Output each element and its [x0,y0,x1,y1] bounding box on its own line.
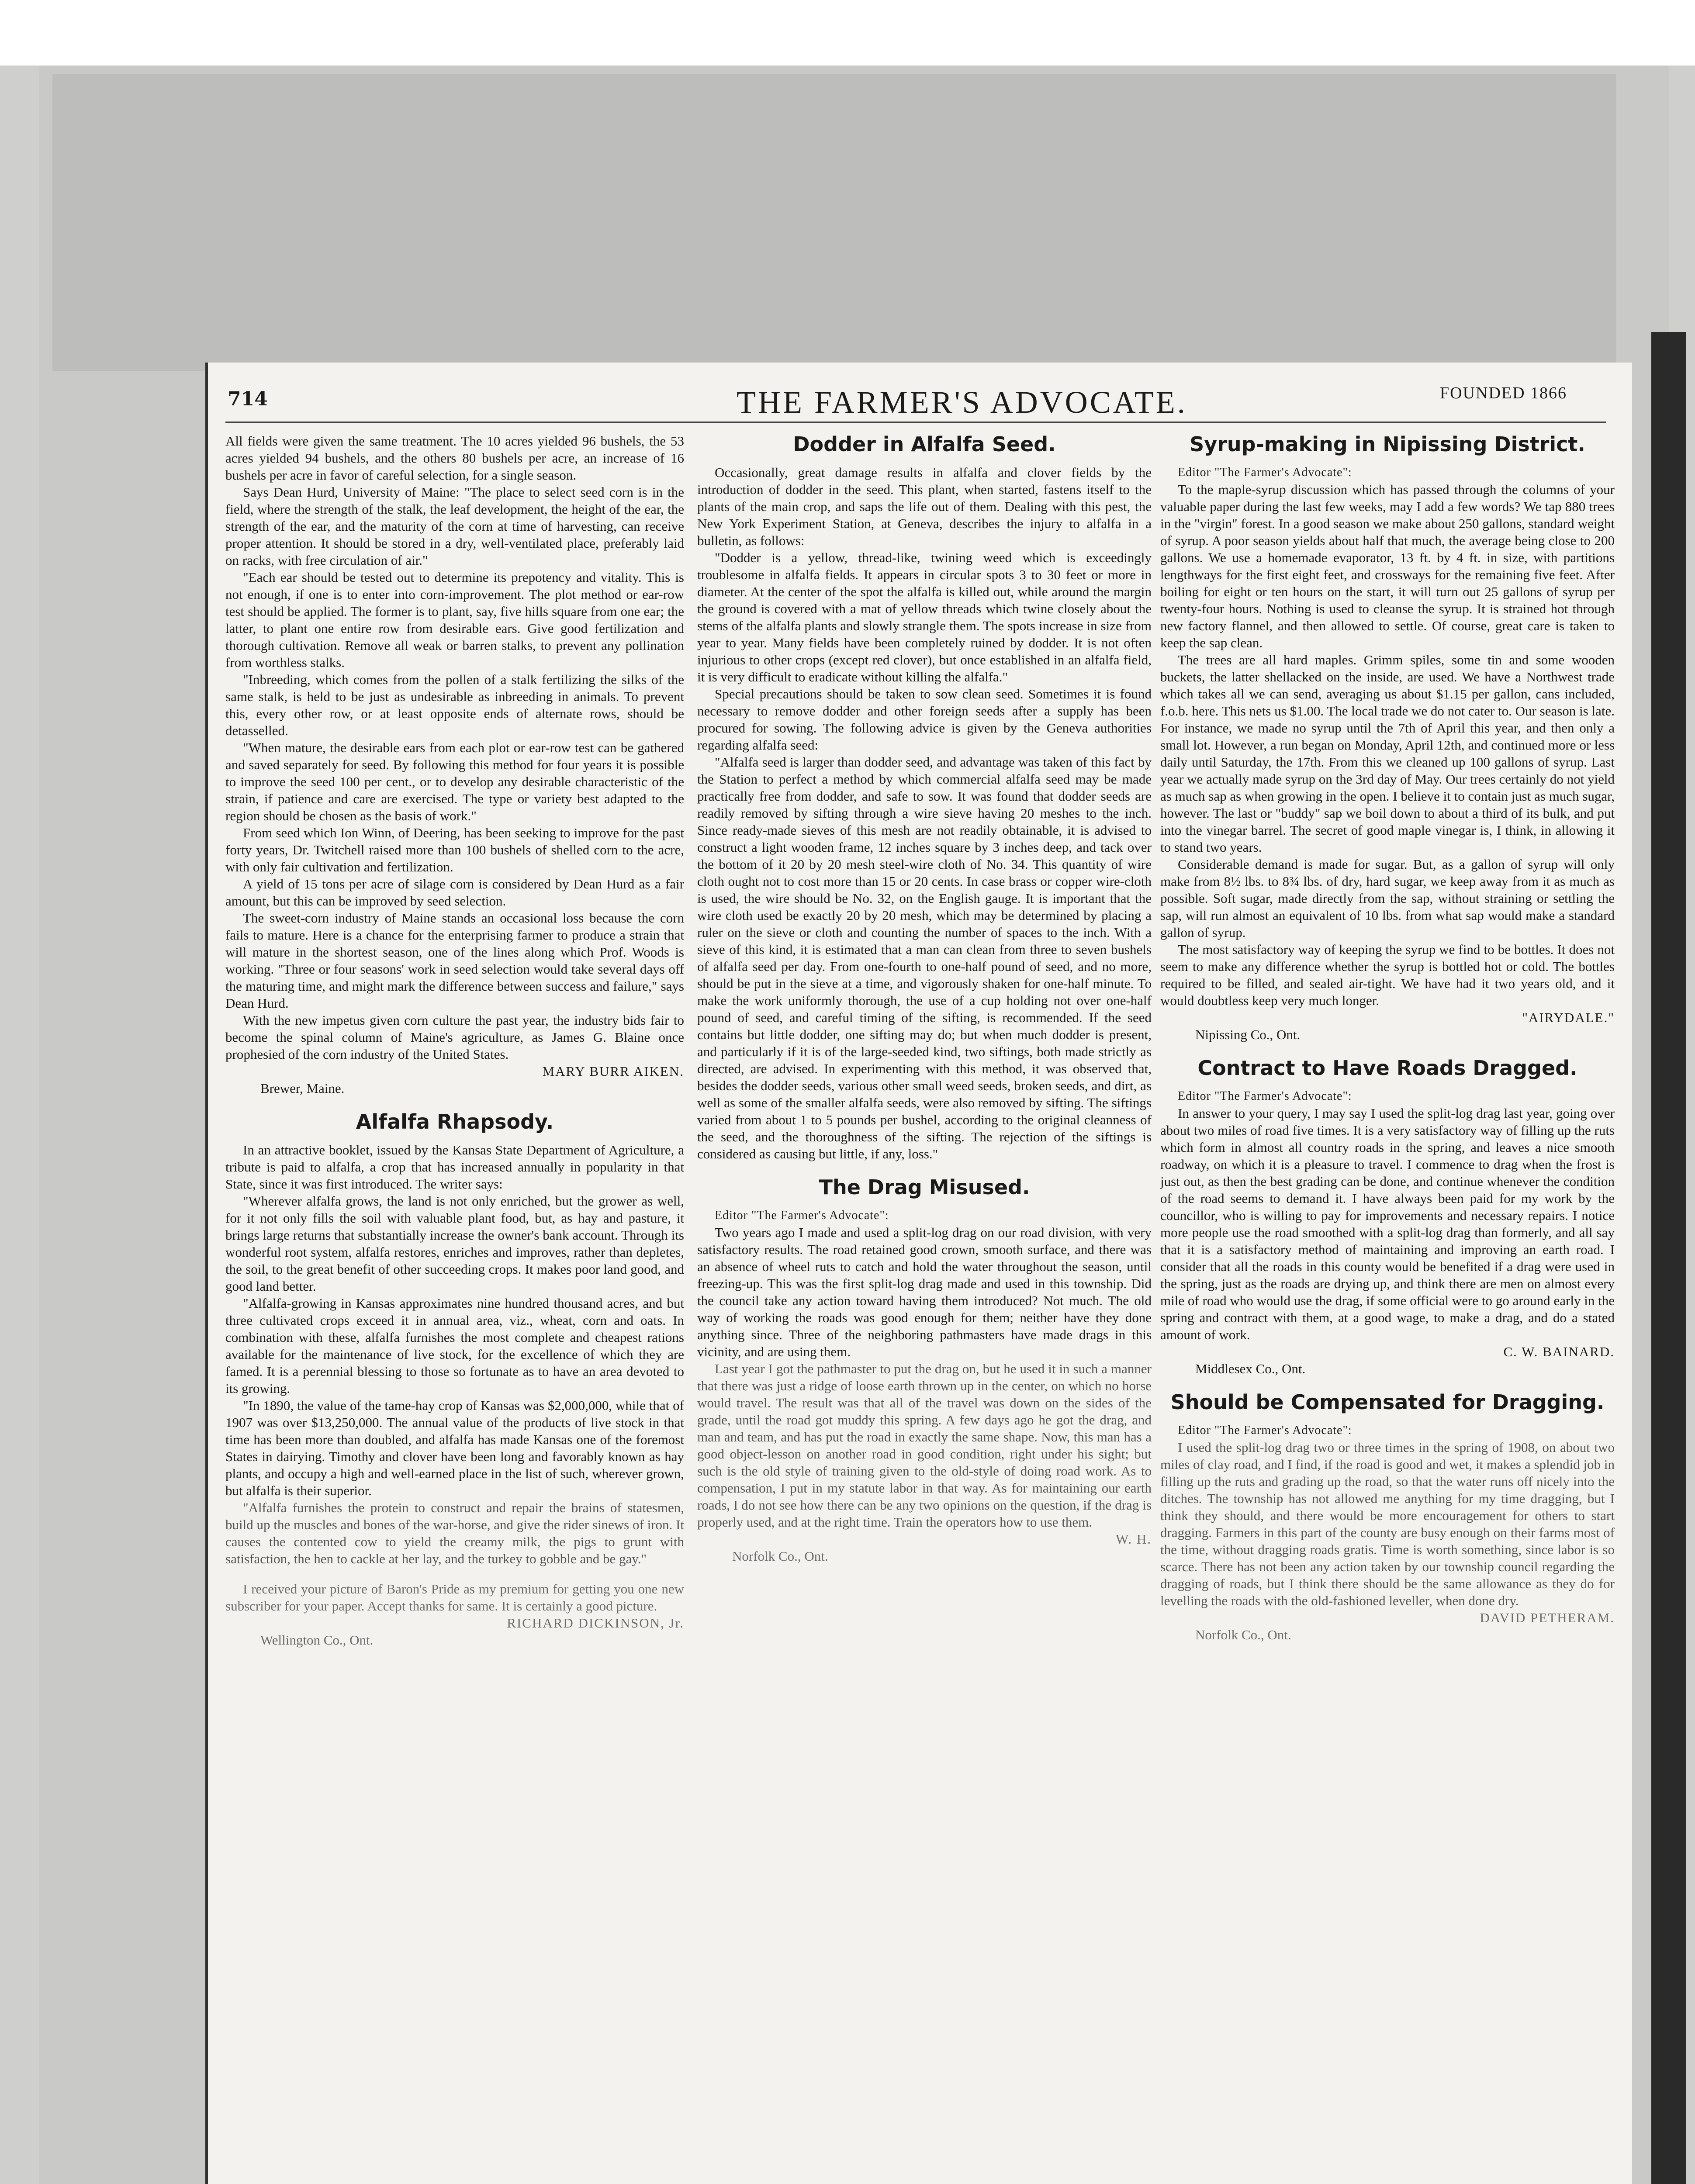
headline-dodder: Dodder in Alfalfa Seed. [793,432,1056,456]
paragraph: I used the split-log drag two or three times in the spring of 1908, on about two miles of clay road, and I find, if the road is good and wet, it makes a splendid job in filling up the ruts and grading up the road, so that the water runs off nicely into the ditches. The township has not allowed me anything for my time dragging, but I think they should, and there would be more encouragement for others to start dragging. Farmers in this part of the county are busy enough on their farms most of the time, without dragging roads gratis. Time is worth something, since labor is so scarce. There has not been any action taken by our township council regarding the dragging of roads, but I think there should be the same allowance as they do for levelling the roads with the old-fashioned leveller, when done dry. [1160,1440,1615,1608]
paragraph: "Inbreeding, which comes from the pollen of a stalk fertilizing the silks of the same stalk, is held to be just as undesirable as inbreeding in animals. To prevent this, every other row, or at least opposite ends of alternate rows, should be detasselled. [225,672,684,738]
paragraph: In answer to your query, I may say I used the split-log drag last year, going over about two miles of road five times. It is a very satisfactory way of filling up the ruts which form in almost all country roads in the spring, and leaves a nice smooth roadway, on which it is a pleasure to travel. I commence to drag when the frost is just out, as then the best grading can be done, and continue whenever the condition of the road seems to demand it. I have always been paid for my work by the councillor, who is willing to pay for improvements and necessary repairs. I notice more people use the road smoothed with a split-log drag than formerly, and all say that it is a satisfactory method of maintaining and improving an earth road. I consider that all the roads in this county would be benefited if a drag were used in the spring, just as the roads are drying up, and think there are men on almost every mile of road who would use the drag, if some official were to go around early in the spring and contract with them, at a good wage, to make a drag, and do a stated amount of work. [1160,1106,1615,1342]
paragraph: "Alfalfa furnishes the protein to construct and repair the brains of statesmen, build up the muscles and bones of the war-horse, and give the rider sinews of iron. It causes the contented cow to yield the creamy milk, the pigs to grunt with satisfaction, the hen to cackle at her lay, and the turkey to gobble and be gay." [225,1500,684,1566]
author-signature: RICHARD DICKINSON, Jr. [507,1615,684,1631]
headline-drag-misused: The Drag Misused. [819,1175,1030,1199]
author-signature: C. W. BAINARD. [1503,1344,1615,1359]
paragraph: All fields were given the same treatment. The 10 acres yielded 96 bushels, the 53 acres yielded 94 bushels, and the others 80 bushels per acre, an increase of 16 bushels per acre in favor of careful selection, for a single season. [225,433,684,483]
paragraph: "In 1890, the value of the tame-hay crop of Kansas was $2,000,000, while that of 1907 was over $13,250,000. The annual value of the products of live stock in that time has been more than doubled, and alfalfa has made Kansas one of the foremost States in dairying. Timothy and clover have been long and favorably known as hay plants, and occupy a high and well-earned place in the list of such, wherever grown, but alfalfa is their superior. [225,1398,684,1498]
author-place: Norfolk Co., Ont. [1195,1627,1291,1642]
author-place: Norfolk Co., Ont. [732,1548,828,1564]
author-place: Nipissing Co., Ont. [1195,1027,1301,1042]
editor-salutation: Editor "The Farmer's Advocate": [715,1209,889,1222]
headline-syrup-making: Syrup-making in Nipissing District. [1190,432,1585,456]
paragraph: To the maple-syrup discussion which has passed through the columns of your valuable paper during the last few weeks, may I add a few words? We tap 880 trees in the "virgin" forest. In a good season we make about 250 gallons, standard weight of syrup. A poor season yields about half that much, the average being close to 200 gallons. We use a homemade evaporator, 13 ft. by 4 ft. in size, with partitions lengthways for the first eight feet, and crossways for the remaining five feet. After boiling for eight or ten hours on the start, it will turn out 25 gallons of syrup per twenty-four hours. Nothing is used to cleanse the syrup. It is strained hot through new factory flannel, and then allowed to settle. Of course, great care is taken to keep the sap clean. [1160,482,1615,650]
paragraph: Special precautions should be taken to sow clean seed. Sometimes it is found necessary to remove dodder and other foreign seeds after a supply has been procured for sowing. The following advice is given by the Geneva authorities regarding alfalfa seed: [697,686,1152,753]
column-1 [225,432,684,1648]
editor-salutation: Editor "The Farmer's Advocate": [1178,1424,1352,1437]
paragraph: Last year I got the pathmaster to put the drag on, but he used it in such a manner that there was just a ridge of loose earth thrown up in the center, on which no horse would travel. The result was that all of the travel was down on the sides of the grade, until the road got muddy this spring. A few days ago he got the drag, and man and team, and has put the road in exactly the same shape. Now, this man has a good object-lesson on another road in good condition, right under his sight; but such is the old style of training given to the old-style of doing road work. As to compensation, I put in my statute labor in that way. As for maintaining our earth roads, I do not see how there can be any two opinions on the question, if the drag is properly used, and at the right time. Train the operators how to use them. [697,1361,1152,1530]
paragraph: Two years ago I made and used a split-log drag on our road division, with very satisfactory results. The road retained good crown, smooth surface, and there was an absence of wheel ruts to catch and hold the water throughout the season, until freezing-up. This was the first split-log drag made and used in this township. Did the council take any action toward having them introduced? Not much. The old way of working the roads was good enough for them; neither have they done anything since. Three of the neighboring pathmasters have made drags in this vicinity, and are using them. [697,1225,1152,1359]
author-signature: W. H. [1115,1531,1152,1547]
scan-frame-edge [1651,332,1686,2184]
author-signature: MARY BURR AIKEN. [542,1064,684,1079]
paragraph: The trees are all hard maples. Grimm spiles, some tin and some wooden buckets, the latter shellacked on the inside, are used. We have a Northwest trade which takes all we can send, averaging us about $1.15 per gallon, cans included, f.o.b. here. This nets us $1.00. The local trade we do not cater to. Our season is late. For instance, we made no syrup until the 7th of April this year, and then only a small lot. However, a run began on Monday, April 12th, and continued more or less daily until Saturday, the 17th. From this we cleaned up 100 gallons of syrup. Last year we actually made syrup on the 3rd day of May. Our trees certainly do not yield as much sap as when growing in the open. I believe it to contain just as much sugar, however. The last or "buddy" sap we boil down to about a third of its bulk, and put into the vinegar barrel. The secret of good maple vinegar is, I think, in allowing it to stand two years. [1160,652,1615,855]
paragraph: Occasionally, great damage results in alfalfa and clover fields by the introduction of dodder in the seed. This plant, when started, fastens itself to the plants of the main crop, and saps the life out of them. Dealing with this pest, the New York Experiment Station, at Geneva, describes the injury to alfalfa in a bulletin, as follows: [697,465,1152,548]
author-signature: DAVID PETHERAM. [1480,1610,1615,1625]
header-rule [225,422,1606,423]
headline-compensated-dragging: Should be Compensated for Dragging. [1170,1390,1605,1414]
paragraph: "Alfalfa seed is larger than dodder seed, and advantage was taken of this fact by the Station to perfect a method by which commercial alfalfa seed may be made practically free from dodder, and safe to sow. It was found that dodder seeds are readily removed by sifting through a wire sieve having 20 meshes to the inch. Since ready-made sieves of this mesh are not readily obtainable, it is advised to construct a light wooden frame, 12 inches square by 3 inches deep, and tack over the bottom of it 20 by 20 mesh steel-wire cloth of No. 34. This quantity of wire cloth ought not to cost more than 15 or 20 cents. In case brass or copper wire-cloth is used, the wire should be No. 32, on the English gauge. It is important that the wire cloth used be exactly 20 by 20 mesh, which may be determined by placing a ruler on the sieve or cloth and counting the number of spaces to the inch. With a sieve of this kind, it is estimated that a man can clean from three to seven bushels of alfalfa seed per day. From one-fourth to one-half pound of seed, and no more, should be put in the sieve at a time, and vigorously shaken for one-half minute. To make the work uniformly thorough, the use of a cup holding not over one-half pound of seed, and careful timing of the sifting, is recommended. If the seed contains but little dodder, one sifting may do; but when much dodder is present, and particularly if it is of the large-seeded kind, two siftings, both made strictly as directed, are advised. In experimenting with this method, it was observed that, besides the dodder seeds, various other small weed seeds, broken seeds, and dirt, as well as some of the smaller alfalfa seeds, were also removed by sifting. The siftings varied from about 1 to 5 pounds per bushel, according to the original cleanness of the seed, and the thoroughness of the sifting. The rejection of the siftings is considered as causing but little, if any, loss." [697,754,1152,1161]
paragraph: "Wherever alfalfa grows, the land is not only enriched, but the grower as well, for it not only fills the soil with valuable plant food, but, as hay and pasture, it brings large returns that substantially increase the owner's bank account. Through its wonderful root system, alfalfa restores, enriches and improves, rather than depletes, the soil, to the great benefit of other succeeding crops. It makes poor land good, and good land better. [225,1193,684,1294]
paragraph: "Dodder is a yellow, thread-like, twining weed which is exceedingly troublesome in alfalfa fields. It appears in circular spots 3 to 30 feet or more in diameter. At the center of the spot the alfalfa is killed out, while around the margin the ground is covered with a mat of yellow threads which twine closely about the stems of the alfalfa plants and slowly strangle them. The spots increase in size from year to year. Many fields have been completely ruined by dodder. It is not often injurious to other crops (except red clover), but once established in an alfalfa field, it is very difficult to eradicate without killing the alfalfa." [697,550,1152,684]
headline-alfalfa-rhapsody: Alfalfa Rhapsody. [356,1110,554,1133]
author-place: Middlesex Co., Ont. [1195,1361,1306,1376]
headline-contract-roads: Contract to Have Roads Dragged. [1197,1056,1577,1080]
paragraph: "Each ear should be tested out to determine its prepotency and vitality. This is not enough, if one is to enter into corn-improvement. The plot method or ear-row test should be applied. The former is to plant, say, five hills square from one ear; the latter, to plant one entire row from desirable ears. Give good fertilization and thorough cultivation. Remove all weak or barren stalks, to prevent any pollination from worthless stalks. [225,570,684,670]
paragraph: In an attractive booklet, issued by the Kansas State Department of Agriculture, a tribute is paid to alfalfa, a crop that has increased annually in popularity in that State, since it was first introduced. The writer says: [225,1142,684,1192]
author-place: Wellington Co., Ont. [260,1632,374,1648]
page-number: 714 [228,388,268,410]
editor-salutation: Editor "The Farmer's Advocate": [1178,1089,1352,1103]
newspaper-page [205,363,1632,2184]
column-3 [1160,432,1615,1643]
paragraph: "When mature, the desirable ears from each plot or ear-row test can be gathered and saved separately for seed. By following this method for four years it is possible to improve the seed 100 per cent., or to develop any desirable characteristic of the strain, if patience and care are exercised. The type or variety best adapted to the region should be chosen as the basis of work." [225,740,684,823]
masthead: THE FARMER'S ADVOCATE. [737,385,1187,420]
scan-top-margin [0,0,1695,66]
paragraph: From seed which Ion Winn, of Deering, has been seeking to improve for the past forty years, Dr. Twitchell raised more than 100 bushels of shelled corn to the acre, with only fair cultivation and fertilization. [225,825,684,874]
paragraph: Considerable demand is made for sugar. But, as a gallon of syrup will only make from 8½ lbs. to 8¾ lbs. of dry, hard sugar, we keep away from it as much as possible. Soft sugar, made directly from the sap, without straining or settling the sap, will run almost an equivalent of 10 lbs. from what sap would make a standard gallon of syrup. [1160,857,1615,940]
paragraph: With the new impetus given corn culture the past year, the industry bids fair to become the spinal column of Maine's agriculture, as James G. Blaine once prophesied of the corn industry of the United States. [225,1013,684,1062]
paragraph: The sweet-corn industry of Maine stands an occasional loss because the corn fails to mature. Here is a chance for the enterprising farmer to produce a strain that will mature in the shortest season, one of the lines along which Prof. Woods is working. "Three or four seasons' work in seed selection would take several days off the maturing time, and might mark the difference between success and failure," says Dean Hurd. [225,910,684,1011]
paragraph: Says Dean Hurd, University of Maine: "The place to select seed corn is in the field, where the strength of the stalk, the leaf development, the height of the ear, the strength of the ear, and the maturity of the corn at time of harvesting, can receive proper attention. It should be stored in a dry, well-ventilated place, preferably laid on racks, with free circulation of air." [225,484,684,568]
author-signature: "AIRYDALE." [1522,1010,1615,1025]
paragraph: "Alfalfa-growing in Kansas approximates nine hundred thousand acres, and but three cultivated crops exceed it in annual area, viz., wheat, corn and oats. In combination with these, alfalfa furnishes the most complete and cheapest rations available for the maintenance of live stock, for the excellence of which they are famed. It is a perennial blessing to those so fortunate as to have an area devoted to its growing. [225,1296,684,1396]
scan-frame-shadow [52,74,1616,371]
paragraph: I received your picture of Baron's Pride as my premium for getting you one new subscriber for your paper. Accept thanks for same. It is certainly a good picture. [225,1581,684,1614]
column-2 [697,432,1152,1565]
founded-line: FOUNDED 1866 [1440,384,1567,402]
author-place: Brewer, Maine. [260,1081,345,1096]
editor-salutation: Editor "The Farmer's Advocate": [1178,466,1352,479]
paragraph: The most satisfactory way of keeping the syrup we find to be bottles. It does not seem to make any difference whether the syrup is bottled hot or cold. The bottles required to be filled, and sealed air-tight. We have had it two years old, and it would doubtless keep very much longer. [1160,942,1615,1008]
paragraph: A yield of 15 tons per acre of silage corn is considered by Dean Hurd as a fair amount, but this can be improved by seed selection. [225,876,684,909]
